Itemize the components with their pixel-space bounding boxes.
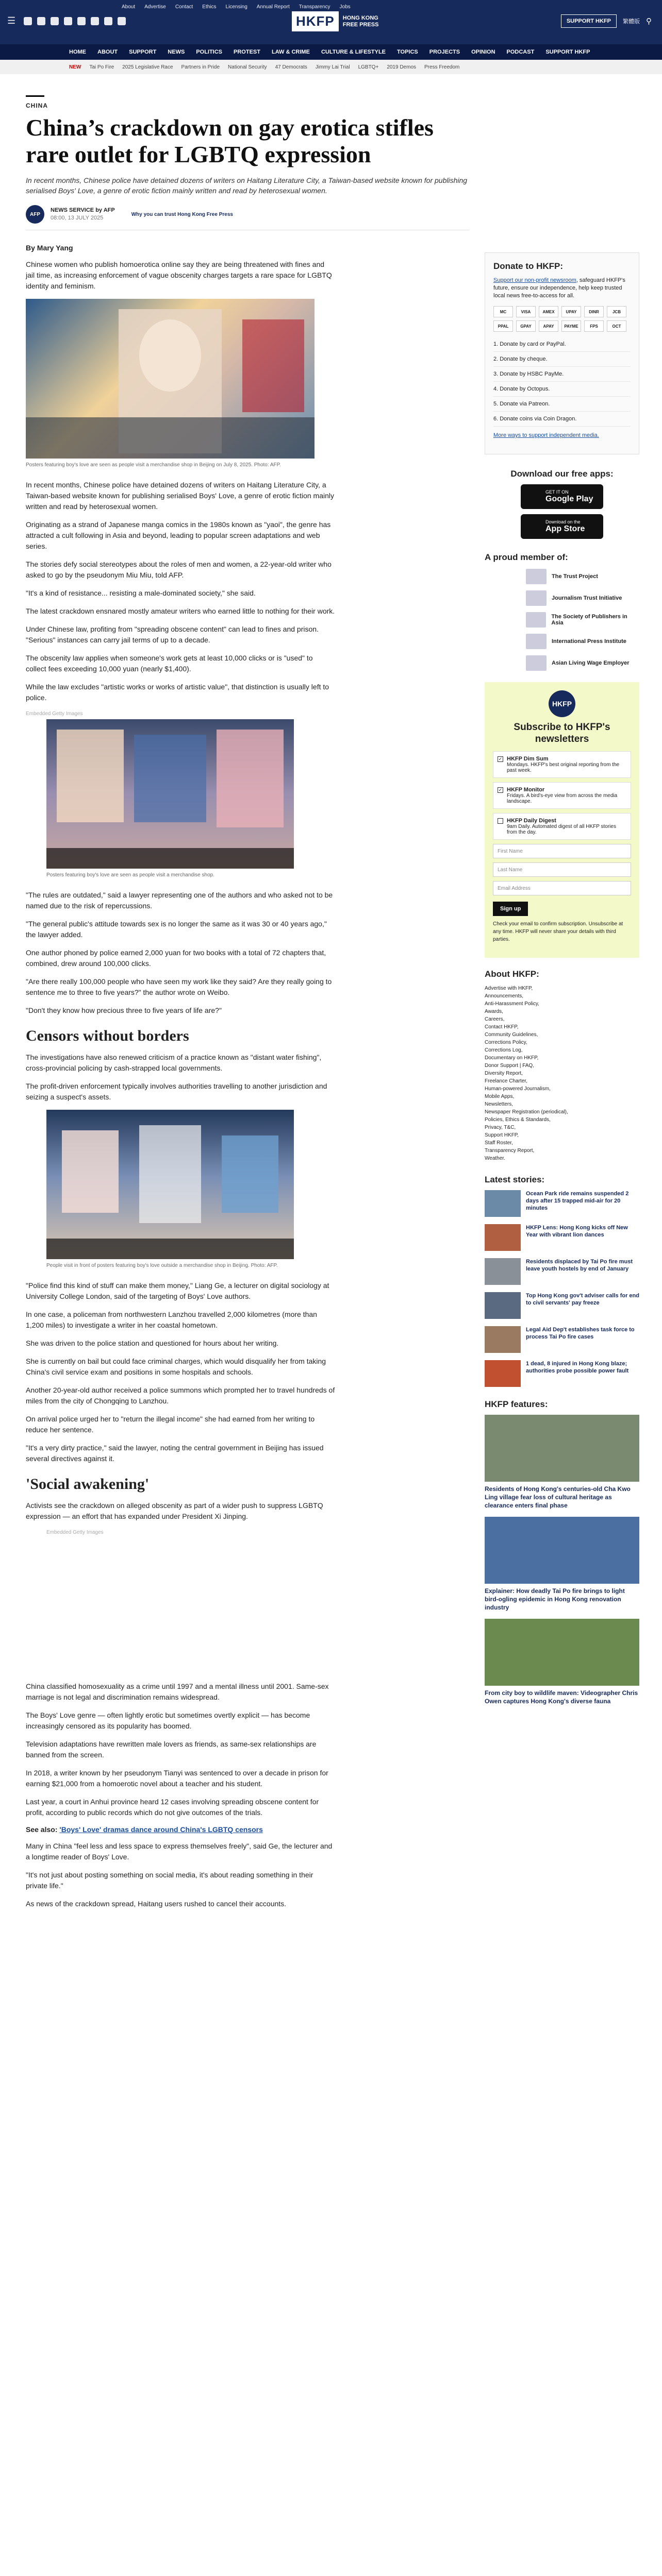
search-icon[interactable]: ⚲ (646, 17, 652, 26)
about-link[interactable]: Support HKFP, (485, 1132, 519, 1138)
paragraph: The profit-driven enforcement typically involves authorities travelling to another jurisdiction and seizing a suspect's assets. (26, 1082, 327, 1101)
paragraph: The Boys' Love genre — often lightly erotic but sometimes overtly explicit — has become increasingly censored as its popularity has boomed. (26, 1711, 310, 1730)
member-logo[interactable] (526, 590, 639, 606)
apps-section (485, 469, 639, 539)
related-prefix: See also: (26, 1825, 58, 1834)
nav-item[interactable]: SUPPORT (129, 49, 157, 55)
jcb-icon: JCB (607, 306, 626, 317)
util-link[interactable]: About (122, 4, 136, 10)
rss-icon[interactable] (118, 17, 126, 25)
newsletter-box (485, 682, 639, 958)
about-link[interactable]: Community Guidelines, (485, 1032, 538, 1038)
latest-thumbnail (485, 1224, 521, 1251)
checkbox[interactable]: ✓ (498, 787, 503, 792)
section-heading: 'Social awakening' (26, 1476, 150, 1493)
related-title[interactable]: 'Boys' Love' dramas dance around China's LGBTQ censors (59, 1825, 263, 1834)
article-author: By Mary Yang (26, 244, 73, 252)
about-link[interactable]: Newspaper Registration (periodical), (485, 1109, 568, 1115)
app-store-small: Download on the (545, 519, 581, 524)
donate-text: , safeguard HKFP's future, ensure our independence, help keep trusted local news free-to-access for all. (493, 277, 625, 299)
trending-link[interactable]: 2025 Legislative Race (122, 64, 173, 70)
google-play-label: Google Play (545, 495, 593, 503)
nav-item[interactable]: POLITICS (196, 49, 223, 55)
embedded-photo[interactable] (46, 719, 294, 869)
nav-item[interactable]: SUPPORT HKFP (545, 49, 590, 55)
checkbox[interactable]: ✓ (498, 756, 503, 761)
paragraph: "It's not just about posting something on social media, it's about reading something in their private life." (26, 1871, 313, 1890)
paragraph: "It's a very dirty practice," said the lawyer, noting the central government in Beijing has issued several directives against it. (26, 1444, 324, 1463)
feature-image[interactable] (485, 1517, 639, 1584)
newsletter-option[interactable] (493, 813, 631, 840)
about-list (485, 985, 639, 1162)
member-name: The Society of Publishers in Asia (551, 614, 627, 626)
trending-link[interactable]: Tai Po Fire (89, 64, 114, 70)
latest-headline[interactable]: Top Hong Kong gov't adviser calls for end to civil servants' pay freeze (526, 1293, 639, 1306)
photo-art (46, 719, 294, 869)
trending-link[interactable]: Press Freedom (424, 64, 460, 70)
paragraph: Chinese women who publish homoerotica online say they are being threatened with fines and jail time, as increasing enforcement of vague obscenity charges targets a rare space for LGBTQ identity and feminism. (26, 260, 332, 290)
amex-icon: AMEX (539, 306, 558, 317)
member-title: A proud member of: (485, 552, 568, 562)
paragraph: The stories defy social stereotypes about the roles of men and women, a 22-year-old writer who asked to go by the pseudonym Miu Miu, told AFP. (26, 560, 332, 579)
paragraph: In 2018, a writer known by her pseudonym Tianyi was sentenced to over a decade in prison for earning $21,000 from a homoerotic novel about a teacher and his student. (26, 1769, 328, 1788)
visa-icon: VISA (516, 306, 536, 317)
newsletter-name: HKFP Dim Sum (507, 756, 549, 762)
paragraph: "Police find this kind of stuff can make them money," Liang Ge, a lecturer on digital sociology at University College London, said of the targeting of Boys' Love authors. (26, 1281, 329, 1300)
about-link[interactable]: Anti-Harassment Policy, (485, 1001, 539, 1007)
youtube-icon[interactable] (64, 17, 72, 25)
latest-item[interactable] (485, 1190, 639, 1217)
applepay-icon: APAY (539, 320, 558, 332)
threads-icon[interactable] (51, 17, 59, 25)
feature-image[interactable] (485, 1415, 639, 1482)
app-store-label: App Store (545, 524, 585, 533)
member-name: International Press Institute (552, 638, 626, 645)
nav-item[interactable]: CULTURE & LIFESTYLE (321, 49, 386, 55)
photo-caption: Posters featuring boy's love are seen as people visit a merchandise shop. (46, 872, 214, 878)
donate-title: Donate to HKFP: (493, 261, 564, 271)
top-bar (0, 0, 662, 44)
main-nav (0, 44, 662, 60)
paragraph: She was driven to the police station and questioned for hours about her writing. (26, 1339, 279, 1347)
util-link[interactable]: Advertise (144, 4, 166, 10)
twitter-icon[interactable] (91, 17, 99, 25)
latest-thumbnail (485, 1360, 521, 1387)
section-heading: Censors without borders (26, 1027, 189, 1044)
member-name: Journalism Trust Initiative (552, 595, 622, 601)
payment-methods (493, 306, 631, 332)
linkedin-icon[interactable] (104, 17, 112, 25)
latest-headline[interactable]: 1 dead, 8 injured in Hong Kong blaze; authorities probe possible power fault (526, 1361, 629, 1374)
section-rule (26, 95, 44, 97)
fps-icon: FPS (584, 320, 604, 332)
latest-thumbnail (485, 1326, 521, 1353)
trending-link[interactable]: LGBTQ+ (358, 64, 379, 70)
about-link[interactable]: Announcements, (485, 993, 524, 999)
about-link[interactable]: Privacy, T&C, (485, 1125, 516, 1130)
feature-headline[interactable]: From city boy to wildlife maven: Videographer Chris Owen captures Hong Kong's diverse fauna (485, 1689, 638, 1705)
paragraph: The investigations have also renewed criticism of a practice known as "distant water fishing", cross-provincial policing by cash-strapped local governments. (26, 1053, 322, 1072)
latest-section (485, 1175, 639, 1387)
latest-thumbnail (485, 1292, 521, 1319)
photo-caption: People visit in front of posters featuring boy's love outside a merchandise shop in Beijing. Photo: AFP. (46, 1263, 278, 1268)
mastercard-icon: MC (493, 306, 513, 317)
donate-option[interactable]: 6. Donate coins via Coin Dragon. (493, 412, 631, 427)
about-link[interactable]: Staff Roster, (485, 1140, 513, 1146)
paragraph: The obscenity law applies when someone's work gets at least 10,000 clicks or is "used" to collect fees exceeding 10,000 yuan (nearly $1,400). (26, 654, 313, 673)
newsletter-desc: 9am Daily. Automated digest of all HKFP stories from the day. (507, 824, 616, 835)
paragraph: While the law excludes "artistic works or works of artistic value", that distinction is usually left to police. (26, 683, 329, 702)
donate-option[interactable]: 1. Donate by card or PayPal. (493, 337, 631, 352)
embed-label: Embedded Getty Images (26, 711, 83, 717)
paypal-icon: PPAL (493, 320, 513, 332)
payme-icon: PAYME (561, 320, 581, 332)
sopa-icon (526, 612, 546, 628)
newsletter-title: Subscribe to HKFP's newsletters (514, 722, 610, 744)
octopus-icon: OCT (607, 320, 626, 332)
app-store-button[interactable] (521, 514, 603, 539)
embedded-photo[interactable] (46, 1110, 294, 1259)
newsletter-option[interactable] (493, 782, 631, 809)
latest-item[interactable] (485, 1292, 639, 1319)
paragraph: Under Chinese law, profiting from "spreading obscene content" can lead to fines and prison. "Serious" instances can carry jail terms of up to a decade. (26, 625, 319, 644)
byline-service[interactable]: NEWS SERVICE by AFP (51, 207, 115, 213)
trust-link[interactable]: Why you can trust Hong Kong Free Press (131, 211, 233, 217)
util-link[interactable]: Transparency (299, 4, 330, 10)
latest-headline[interactable]: Legal Aid Dep't establishes task force to process Tai Po fire cases (526, 1327, 635, 1340)
nav-item[interactable]: PROTEST (234, 49, 260, 55)
about-link[interactable]: Mobile Apps, (485, 1094, 515, 1099)
donate-option[interactable]: 5. Donate via Patreon. (493, 397, 631, 412)
paragraph: The latest crackdown ensnared mostly amateur writers who earned little to nothing for their work. (26, 607, 335, 615)
nav-item[interactable]: NEWS (168, 49, 185, 55)
latest-item[interactable] (485, 1258, 639, 1285)
paragraph: "It's a kind of resistance... resisting a male-dominated society," she said. (26, 589, 256, 597)
latest-headline[interactable]: Residents displaced by Tai Po fire must leave youth hostels by end of January (526, 1259, 633, 1272)
googlepay-icon: GPAY (516, 320, 536, 332)
paragraph: Originating as a strand of Japanese manga comics in the 1980s known as "yaoi", the genre has attracted a cult following in Asia and beyond, leading to popular screen adaptations and web series. (26, 520, 331, 550)
photo-caption: Posters featuring boy's love are seen as people visit a merchandise shop in Beijing on July 8, 2025. Photo: AFP. (26, 462, 281, 468)
section-label[interactable]: CHINA (26, 102, 48, 109)
related-link[interactable] (26, 1825, 335, 1834)
nav-item[interactable]: TOPICS (397, 49, 418, 55)
first-name-field[interactable]: First Name (493, 844, 631, 858)
util-link[interactable]: Jobs (339, 4, 351, 10)
checkbox[interactable] (498, 818, 503, 824)
nav-item[interactable]: PROJECTS (429, 49, 460, 55)
member-logo[interactable] (526, 569, 639, 584)
embed-placeholder (26, 1547, 335, 1681)
unionpay-icon: UPAY (561, 306, 581, 317)
trending-link[interactable]: Jimmy Lai Trial (315, 64, 350, 70)
donate-option[interactable]: 3. Donate by HSBC PayMe. (493, 367, 631, 382)
trust-project-icon (526, 569, 547, 584)
jti-icon (526, 590, 547, 606)
util-link[interactable]: Ethics (202, 4, 217, 10)
signup-button[interactable]: Sign up (493, 902, 528, 916)
paragraph: "Are there really 100,000 people who have seen my work like they said? Are they really going to sentence me to three to five years?" the author wrote on Weibo. (26, 977, 332, 996)
paragraph: On arrival police urged her to "return the illegal income" she had earned from her writing to reduce her sentence. (26, 1415, 315, 1434)
donate-option[interactable]: 4. Donate by Octopus. (493, 382, 631, 397)
paragraph: In one case, a policeman from northwestern Lanzhou travelled 2,000 kilometres (more than 1,200 miles) to investigate a writer in her coastal hometown. (26, 1310, 317, 1329)
logo-mark: HKFP (292, 11, 339, 31)
nav-item[interactable]: ABOUT (97, 49, 118, 55)
donate-link[interactable]: Support our non-profit newsroom (493, 277, 576, 283)
facebook-icon[interactable] (24, 17, 32, 25)
paragraph: "The rules are outdated," said a lawyer representing one of the authors and who asked not to be named due to the risk of repercussions. (26, 891, 333, 910)
latest-title: Latest stories: (485, 1175, 545, 1184)
about-link[interactable]: Corrections Policy, (485, 1040, 527, 1045)
newsletter-note: Check your email to confirm subscription. Unsubscribe at any time. HKFP will never share your details with third parties. (493, 921, 623, 942)
paragraph: In recent months, Chinese police have detained dozens of writers on Haitang Literature City, a Taiwan-based website known for publishing serialised Boys' Love, a genre of erotic fiction mainly written and read by heterosexual women. (26, 481, 334, 511)
article-title: China’s crackdown on gay erotica stifles rare outlet for LGBTQ expression (26, 114, 434, 167)
utility-links (122, 4, 351, 10)
site-logo[interactable] (292, 11, 378, 31)
features-title: HKFP features: (485, 1399, 548, 1409)
util-link[interactable]: Contact (175, 4, 193, 10)
living-wage-icon (526, 655, 547, 671)
language-link[interactable]: 繁體版 (623, 19, 640, 25)
byline (26, 205, 469, 224)
newsletter-desc: Fridays. A bird's-eye view from across the media landscape. (507, 793, 618, 804)
paragraph: China classified homosexuality as a crime until 1997 and a mental illness until 2001. Same-sex marriage is not legal and discrimination remains widespread. (26, 1682, 329, 1701)
new-badge: NEW (69, 64, 81, 70)
about-link[interactable]: Contact HKFP, (485, 1024, 519, 1030)
about-link[interactable]: Awards, (485, 1009, 503, 1014)
about-link[interactable]: Human-powered Journalism, (485, 1086, 551, 1092)
donate-more-link[interactable]: More ways to support independent media. (493, 432, 599, 438)
features-section (485, 1399, 639, 1705)
logo-line2: FREE PRESS (342, 21, 379, 28)
member-logo[interactable] (526, 612, 639, 628)
about-link[interactable]: Weather. (485, 1156, 505, 1161)
about-link[interactable]: Careers, (485, 1016, 505, 1022)
trending-bar (0, 60, 662, 74)
member-name: The Trust Project (552, 573, 598, 580)
diners-icon: DINR (584, 306, 604, 317)
newsletter-option[interactable] (493, 751, 631, 778)
nav-item[interactable]: PODCAST (506, 49, 535, 55)
newsletter-desc: Mondays. HKFP's best original reporting from the past week. (507, 762, 620, 773)
latest-thumbnail (485, 1258, 521, 1285)
photo-art (26, 299, 315, 459)
donate-option[interactable]: 2. Donate by cheque. (493, 352, 631, 367)
trending-link[interactable]: Partners in Pride (181, 64, 220, 70)
about-link[interactable]: Transparency Report, (485, 1148, 535, 1154)
sidebar (485, 252, 639, 1713)
paragraph: Television adaptations have rewritten male lovers as friends, as same-sex relationships are banned from the screen. (26, 1740, 317, 1759)
feature-image[interactable] (485, 1619, 639, 1686)
paragraph: "Don't they know how precious three to five years of life are?" (26, 1006, 222, 1014)
apps-title: Download our free apps: (510, 469, 614, 479)
newsletter-logo: HKFP (549, 690, 575, 717)
member-logo[interactable] (526, 634, 639, 649)
donate-box (485, 252, 639, 454)
feature-headline[interactable]: Explainer: How deadly Tai Po fire brings to light bird-ogling epidemic in Hong Kong renovation industry (485, 1587, 625, 1611)
member-section (485, 552, 639, 671)
member-logo[interactable] (526, 655, 639, 671)
latest-thumbnail (485, 1190, 521, 1217)
trending-link[interactable]: National Security (228, 64, 267, 70)
about-link[interactable]: Policies, Ethics & Standards, (485, 1117, 551, 1123)
email-field[interactable]: Email Address (493, 881, 631, 895)
latest-item[interactable] (485, 1224, 639, 1251)
about-title: About HKFP: (485, 969, 539, 979)
util-link[interactable]: Licensing (225, 4, 247, 10)
ipi-icon (526, 634, 547, 649)
nav-item[interactable]: OPINION (471, 49, 495, 55)
newsletter-name: HKFP Monitor (507, 787, 545, 793)
trending-link[interactable]: 2019 Demos (387, 64, 417, 70)
feature-headline[interactable]: Residents of Hong Kong's centuries-old Cha Kwo Ling village fear loss of cultural heritage as clearance enters final phase (485, 1485, 631, 1509)
instagram-icon[interactable] (37, 17, 45, 25)
google-play-button[interactable] (521, 484, 603, 509)
photo-art (46, 1110, 294, 1259)
about-link[interactable]: Advertise with HKFP, (485, 986, 533, 991)
about-link[interactable]: Freelance Charter, (485, 1078, 527, 1084)
latest-headline[interactable]: HKFP Lens: Hong Kong kicks off New Year with vibrant lion dances (526, 1225, 628, 1238)
about-link[interactable]: Donor Support | FAQ, (485, 1063, 534, 1069)
trending-link[interactable]: 47 Democrats (275, 64, 307, 70)
paragraph: Another 20-year-old author received a police summons which prompted her to travel hundreds of miles from the city of Chongqing to Lanzhou. (26, 1386, 335, 1405)
support-button[interactable]: SUPPORT HKFP (561, 14, 617, 28)
about-link[interactable]: Diversity Report, (485, 1071, 523, 1076)
byline-date: 08:00, 13 JULY 2025 (51, 215, 104, 221)
about-section (485, 969, 639, 1162)
paragraph: Last year, a court in Anhui province heard 12 cases involving spreading obscene content for profit, according to public records which do not give outcomes of the trials. (26, 1798, 319, 1817)
logo-line1: HONG KONG (342, 14, 378, 21)
paragraph: Many in China "feel less and less space to express themselves freely", said Ge, the lecturer and a longtime reader of Boys' Love. (26, 1842, 333, 1861)
about-link[interactable]: Documentary on HKFP, (485, 1055, 539, 1061)
about-link[interactable]: Newsletters, (485, 1101, 514, 1107)
newsletter-name: HKFP Daily Digest (507, 818, 556, 824)
nav-item[interactable]: HOME (69, 49, 86, 55)
menu-icon[interactable]: ☰ (7, 15, 16, 26)
paragraph: "The general public's attitude towards sex is no longer the same as it was 30 or 40 years ago," the lawyer added. (26, 920, 327, 939)
paragraph: One author phoned by police earned 2,000 yuan for two books with a total of 72 chapters that, combined, drew around 100,000 clicks. (26, 948, 326, 968)
agency-avatar: AFP (26, 205, 44, 224)
latest-item[interactable] (485, 1326, 639, 1353)
last-name-field[interactable]: Last Name (493, 862, 631, 877)
nav-item[interactable]: LAW & CRIME (271, 49, 310, 55)
mail-icon[interactable] (77, 17, 86, 25)
latest-headline[interactable]: Ocean Park ride remains suspended 2 days after 15 trapped mid-air for 20 minutes (526, 1191, 629, 1211)
member-name: Asian Living Wage Employer (552, 660, 630, 666)
article-body (26, 259, 335, 1909)
util-link[interactable]: Annual Report (256, 4, 290, 10)
latest-item[interactable] (485, 1360, 639, 1387)
article-photo (26, 299, 315, 459)
google-play-small: GET IT ON (545, 489, 569, 495)
paragraph: Activists see the crackdown on alleged obscenity as part of a wider push to suppress LGBTQ expression — an effort that has expanded under President Xi Jinping. (26, 1501, 323, 1520)
embed-label: Embedded Getty Images (46, 1530, 104, 1535)
paragraph: As news of the crackdown spread, Haitang users rushed to cancel their accounts. (26, 1900, 287, 1908)
article-lede: In recent months, Chinese police have detained dozens of writers on Haitang Literature City, a Taiwan-based website known for publishing serialised Boys' Love, a genre of erotic fiction mainly written and read by heterosexual women. (26, 176, 468, 195)
article (26, 95, 469, 1917)
about-link[interactable]: Corrections Log, (485, 1047, 523, 1053)
paragraph: She is currently on bail but could face criminal charges, which would disqualify her from taking China's civil service exam and positions in some hospitals and schools. (26, 1357, 326, 1376)
